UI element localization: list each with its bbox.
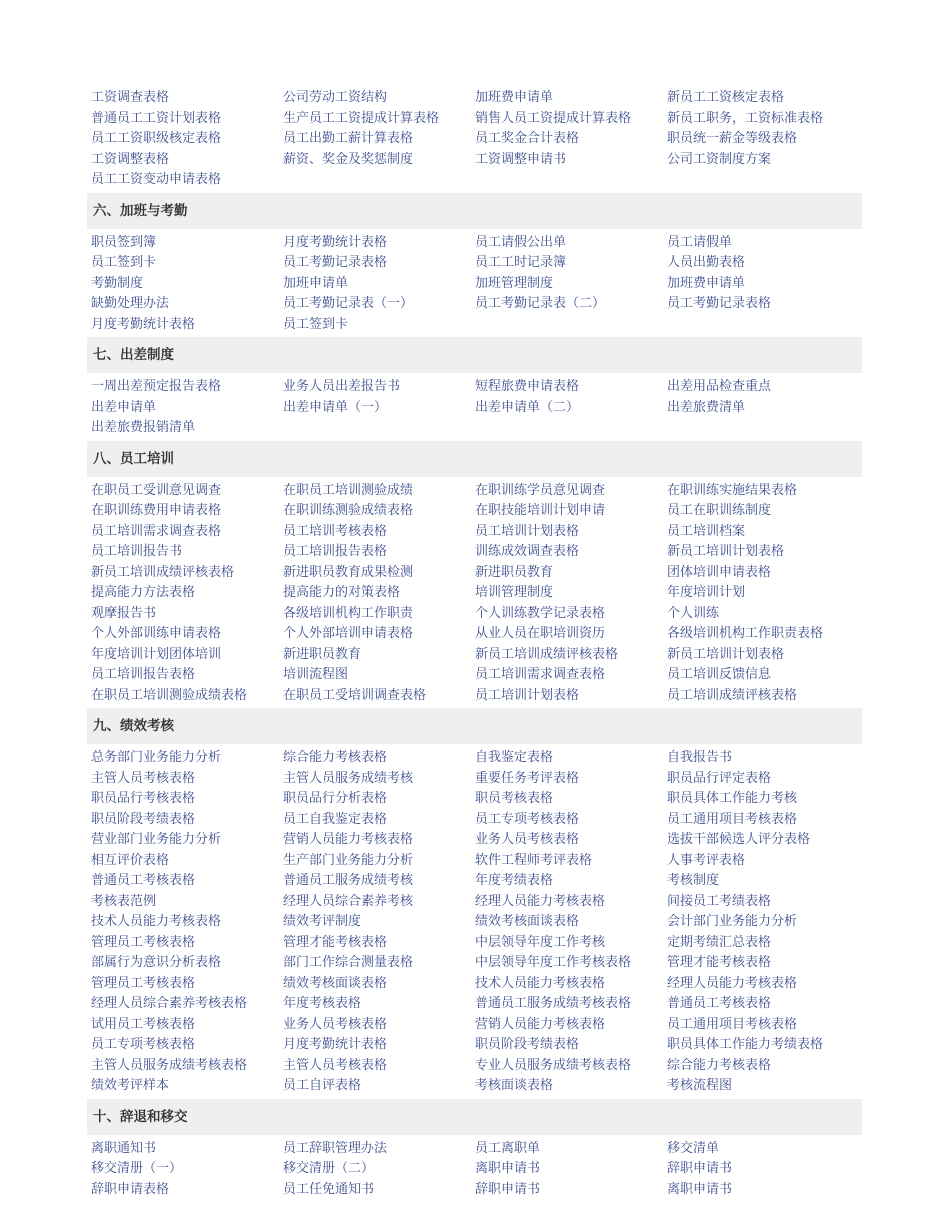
document-link[interactable]: 主管人员考核表格 xyxy=(283,1057,388,1073)
document-link[interactable]: 员工通用项目考核表格 xyxy=(667,1016,798,1032)
document-link[interactable]: 职员考核表格 xyxy=(475,791,554,806)
document-link[interactable]: 经理人员能力考核表格 xyxy=(475,893,606,909)
document-link[interactable]: 辞职申请书 xyxy=(475,1181,541,1197)
document-link[interactable]: 员工自我鉴定表格 xyxy=(283,811,388,827)
section-header: 八、员工培训 xyxy=(87,441,862,477)
document-link[interactable]: 提高能力的对策表格 xyxy=(283,585,401,600)
document-link[interactable]: 重要任务考评表格 xyxy=(475,770,580,786)
document-link[interactable]: 在职员工培训测验成绩 xyxy=(283,482,414,498)
document-link[interactable]: 员工培训档案 xyxy=(667,523,746,539)
document-link[interactable]: 新员工职务，工资标准表格 xyxy=(667,110,824,126)
document-link[interactable]: 出差申请单（二） xyxy=(475,399,580,415)
document-link[interactable]: 新员工培训计划表格 xyxy=(667,544,785,559)
document-link[interactable]: 新员工培训成绩评核表格 xyxy=(475,646,619,662)
section-header: 七、出差制度 xyxy=(87,337,862,373)
document-link[interactable]: 职员统一薪金等级表格 xyxy=(667,131,798,146)
document-link[interactable]: 新进职员教育 xyxy=(475,564,554,580)
document-link[interactable]: 年度考核表格 xyxy=(283,996,362,1011)
document-link[interactable]: 生产部门业务能力分析 xyxy=(283,852,414,868)
document-link[interactable]: 管理才能考核表格 xyxy=(667,955,772,970)
document-link[interactable]: 加班管理制度 xyxy=(475,275,554,291)
document-link[interactable]: 员工出勤工薪计算表格 xyxy=(283,131,414,146)
document-link[interactable]: 在职员工受训意见调查 xyxy=(91,482,222,498)
document-link[interactable]: 员工工时记录簿 xyxy=(475,255,567,270)
document-page xyxy=(87,88,862,1200)
document-link[interactable]: 技术人员能力考核表格 xyxy=(475,975,606,991)
document-link[interactable]: 移交清单 xyxy=(667,1140,720,1156)
document-link[interactable]: 职员阶段考绩表格 xyxy=(475,1037,580,1052)
document-link[interactable]: 员工培训报告表格 xyxy=(283,544,388,559)
document-link[interactable]: 在职员工培训测验成绩表格 xyxy=(91,687,248,703)
document-link[interactable]: 员工培训反馈信息 xyxy=(667,667,772,682)
document-link[interactable]: 职员签到簿 xyxy=(91,234,157,250)
document-link[interactable]: 在职训练实施结果表格 xyxy=(667,482,798,498)
section-header: 六、加班与考勤 xyxy=(87,193,862,229)
document-link[interactable]: 间接员工考绩表格 xyxy=(667,893,772,909)
document-link[interactable]: 综合能力考核表格 xyxy=(283,750,388,765)
document-link[interactable]: 月度考勤统计表格 xyxy=(283,234,388,250)
document-link[interactable]: 员工通用项目考核表格 xyxy=(667,811,798,827)
document-link[interactable]: 管理才能考核表格 xyxy=(283,934,388,950)
document-link[interactable]: 软件工程师考评表格 xyxy=(475,852,593,868)
document-link[interactable]: 经理人员综合素养考核表格 xyxy=(91,996,248,1011)
document-link[interactable]: 考核制度 xyxy=(667,873,720,888)
document-link[interactable]: 月度考勤统计表格 xyxy=(283,1037,388,1052)
document-link[interactable]: 员工培训报告表格 xyxy=(91,667,196,682)
document-link[interactable]: 员工任免通知书 xyxy=(283,1181,375,1197)
document-link[interactable]: 员工培训考核表格 xyxy=(283,523,388,539)
document-link[interactable]: 出差旅费报销清单 xyxy=(91,420,196,435)
document-link[interactable]: 考核流程图 xyxy=(667,1078,733,1093)
document-link[interactable]: 从业人员在职培训资历 xyxy=(475,626,606,641)
document-link[interactable]: 普通员工考核表格 xyxy=(667,996,772,1011)
document-link[interactable]: 各级培训机构工作职责表格 xyxy=(667,626,824,641)
document-link[interactable]: 绩效考评样本 xyxy=(91,1078,170,1093)
document-link[interactable]: 考勤制度 xyxy=(91,275,144,291)
document-link[interactable]: 营销人员能力考核表格 xyxy=(283,832,414,847)
document-link[interactable]: 出差申请单（一） xyxy=(283,399,388,415)
document-link[interactable]: 出差申请单 xyxy=(91,399,157,415)
document-link[interactable]: 相互评价表格 xyxy=(91,852,170,868)
document-link[interactable]: 在职训练测验成绩表格 xyxy=(283,503,414,518)
section-link-grid xyxy=(87,481,862,707)
document-link[interactable]: 各级培训机构工作职责 xyxy=(283,605,414,621)
document-link[interactable]: 员工签到卡 xyxy=(283,316,349,332)
document-link[interactable]: 技术人员能力考核表格 xyxy=(91,914,222,929)
document-link[interactable]: 年度培训计划团体培训 xyxy=(91,646,222,662)
section-link-grid xyxy=(87,377,862,439)
document-link[interactable]: 员工奖金合计表格 xyxy=(475,131,580,146)
document-link[interactable]: 业务人员出差报告书 xyxy=(283,379,401,394)
document-link[interactable]: 绩效考评制度 xyxy=(283,914,362,929)
intro-link-grid xyxy=(87,88,862,191)
section-link-grid xyxy=(87,1139,862,1201)
document-link[interactable]: 考核表范例 xyxy=(91,893,157,909)
document-link[interactable]: 经理人员综合素养考核 xyxy=(283,893,414,909)
document-link[interactable]: 加班费申请单 xyxy=(475,90,554,105)
document-link[interactable]: 业务人员考核表格 xyxy=(475,832,580,847)
document-link[interactable]: 提高能力方法表格 xyxy=(91,585,196,600)
document-link[interactable]: 职员品行评定表格 xyxy=(667,770,772,786)
document-link[interactable]: 新员工工资核定表格 xyxy=(667,90,785,105)
document-link[interactable]: 绩效考核面谈表格 xyxy=(475,914,580,929)
document-link[interactable]: 自我鉴定表格 xyxy=(475,750,554,765)
document-link[interactable]: 员工离职单 xyxy=(475,1140,541,1156)
document-link[interactable]: 员工考勤记录表（一） xyxy=(283,296,414,311)
document-link[interactable]: 主管人员服务成绩考核表格 xyxy=(91,1057,248,1073)
document-link[interactable]: 薪资、奖金及奖惩制度 xyxy=(283,151,414,167)
document-link[interactable]: 员工辞职管理办法 xyxy=(283,1140,388,1156)
document-link[interactable]: 在职员工受培训调查表格 xyxy=(283,687,427,703)
document-link[interactable]: 管理员工考核表格 xyxy=(91,975,196,991)
document-link[interactable]: 移交清册（一） xyxy=(91,1161,183,1176)
document-link[interactable]: 新进职员教育 xyxy=(283,646,362,662)
document-link[interactable]: 中层领导年度工作考核表格 xyxy=(475,955,632,970)
document-link[interactable]: 员工培训报告书 xyxy=(91,544,183,559)
document-link[interactable]: 离职通知书 xyxy=(91,1140,157,1156)
document-link[interactable]: 员工专项考核表格 xyxy=(91,1037,196,1052)
document-link[interactable]: 在职训练费用申请表格 xyxy=(91,503,222,518)
document-link[interactable]: 试用员工考核表格 xyxy=(91,1016,196,1032)
document-link[interactable]: 训练成效调查表格 xyxy=(475,544,580,559)
document-link[interactable]: 工资调整表格 xyxy=(91,151,170,167)
document-link[interactable]: 辞职申请书 xyxy=(667,1161,733,1176)
document-link[interactable]: 业务人员考核表格 xyxy=(283,1016,388,1032)
document-link[interactable]: 新员工培训成绩评核表格 xyxy=(91,564,235,580)
document-link[interactable]: 普通员工服务成绩考核 xyxy=(283,873,414,888)
document-link[interactable]: 自我报告书 xyxy=(667,750,733,765)
document-link[interactable]: 年度考绩表格 xyxy=(475,873,554,888)
document-link[interactable]: 员工培训计划表格 xyxy=(475,687,580,703)
section-link-grid xyxy=(87,748,862,1097)
document-link[interactable]: 短程旅费申请表格 xyxy=(475,379,580,394)
document-link[interactable]: 会计部门业务能力分析 xyxy=(667,914,798,929)
document-link[interactable]: 新员工培训计划表格 xyxy=(667,646,785,662)
section-link-grid xyxy=(87,233,862,336)
document-link[interactable]: 员工请假公出单 xyxy=(475,234,567,250)
document-link[interactable]: 部门工作综合测量表格 xyxy=(283,955,414,970)
document-link[interactable]: 加班申请单 xyxy=(283,275,349,291)
document-link[interactable]: 离职申请书 xyxy=(667,1181,733,1197)
document-link[interactable]: 绩效考核面谈表格 xyxy=(283,975,388,991)
document-link[interactable]: 员工自评表格 xyxy=(283,1078,362,1093)
document-link[interactable]: 工资调查表格 xyxy=(91,90,170,105)
document-link[interactable]: 公司劳动工资结构 xyxy=(283,90,388,105)
document-link[interactable]: 员工考勤记录表格 xyxy=(283,255,388,270)
document-link[interactable]: 员工培训成绩评核表格 xyxy=(667,687,798,703)
document-link[interactable]: 选拔干部候选人评分表格 xyxy=(667,832,811,847)
document-link[interactable]: 人事考评表格 xyxy=(667,852,746,868)
document-link[interactable]: 年度培训计划 xyxy=(667,585,746,600)
document-link[interactable]: 员工培训需求调查表格 xyxy=(91,523,222,539)
document-link[interactable]: 总务部门业务能力分析 xyxy=(91,750,222,765)
document-link[interactable]: 在职训练学员意见调查 xyxy=(475,482,606,498)
document-link[interactable]: 员工专项考核表格 xyxy=(475,811,580,827)
document-link[interactable]: 一周出差预定报告表格 xyxy=(91,379,222,394)
document-link[interactable]: 离职申请书 xyxy=(475,1161,541,1176)
document-link[interactable]: 在职技能培训计划申请 xyxy=(475,503,606,518)
document-link[interactable]: 员工请假单 xyxy=(667,234,733,250)
section-header: 十、辞退和移交 xyxy=(87,1099,862,1135)
document-link[interactable]: 观摩报告书 xyxy=(91,605,157,621)
document-link[interactable]: 专业人员服务成绩考核表格 xyxy=(475,1057,632,1073)
document-link[interactable]: 职员阶段考绩表格 xyxy=(91,811,196,827)
document-link[interactable]: 职员品行分析表格 xyxy=(283,791,388,806)
document-link[interactable]: 职员具体工作能力考绩表格 xyxy=(667,1037,824,1052)
document-link[interactable]: 缺勤处理办法 xyxy=(91,296,170,311)
document-link[interactable]: 个人外部训练申请表格 xyxy=(91,626,222,641)
document-link[interactable]: 个人外部培训申请表格 xyxy=(283,626,414,641)
document-link[interactable]: 工资调整申请书 xyxy=(475,151,567,167)
document-link[interactable]: 部属行为意识分析表格 xyxy=(91,955,222,970)
document-link[interactable]: 公司工资制度方案 xyxy=(667,151,772,167)
document-link[interactable]: 管理员工考核表格 xyxy=(91,934,196,950)
document-link[interactable]: 员工在职训练制度 xyxy=(667,503,772,518)
document-link[interactable]: 生产员工工资提成计算表格 xyxy=(283,110,440,126)
document-link[interactable]: 员工考勤记录表（二） xyxy=(475,296,606,311)
document-link[interactable]: 出差用品检查重点 xyxy=(667,379,772,394)
document-link[interactable]: 培训管理制度 xyxy=(475,585,554,600)
document-link[interactable]: 考核面谈表格 xyxy=(475,1078,554,1093)
document-link[interactable]: 营业部门业务能力分析 xyxy=(91,832,222,847)
document-link[interactable]: 员工培训需求调查表格 xyxy=(475,667,606,682)
document-link[interactable]: 员工工资职级核定表格 xyxy=(91,131,222,146)
document-link[interactable]: 辞职申请表格 xyxy=(91,1181,170,1197)
document-link[interactable]: 经理人员能力考核表格 xyxy=(667,975,798,991)
document-link[interactable]: 加班费申请单 xyxy=(667,275,746,291)
document-link[interactable]: 新进职员教育成果检测 xyxy=(283,564,414,580)
document-link[interactable]: 销售人员工资提成计算表格 xyxy=(475,110,632,126)
document-link[interactable]: 普通员工服务成绩考核表格 xyxy=(475,996,632,1011)
section-header: 九、绩效考核 xyxy=(87,708,862,744)
document-link[interactable]: 职员品行考核表格 xyxy=(91,791,196,806)
document-link[interactable]: 个人训练 xyxy=(667,605,720,621)
document-link[interactable]: 主管人员考核表格 xyxy=(91,770,196,786)
document-link[interactable]: 普通员工考核表格 xyxy=(91,873,196,888)
document-link[interactable]: 定期考绩汇总表格 xyxy=(667,934,772,950)
document-link[interactable]: 综合能力考核表格 xyxy=(667,1057,772,1073)
document-link[interactable]: 个人训练教学记录表格 xyxy=(475,605,606,621)
document-link[interactable]: 普通员工工资计划表格 xyxy=(91,110,222,126)
document-link[interactable]: 月度考勤统计表格 xyxy=(91,316,196,332)
document-link[interactable]: 移交清册（二） xyxy=(283,1161,375,1176)
document-link[interactable]: 中层领导年度工作考核 xyxy=(475,934,606,950)
document-link[interactable]: 营销人员能力考核表格 xyxy=(475,1016,606,1032)
document-link[interactable]: 主管人员服务成绩考核 xyxy=(283,770,414,786)
document-link[interactable]: 培训流程图 xyxy=(283,667,349,682)
document-link[interactable]: 团体培训申请表格 xyxy=(667,564,772,580)
document-link[interactable]: 出差旅费清单 xyxy=(667,399,746,415)
document-link[interactable]: 员工考勤记录表格 xyxy=(667,296,772,311)
document-link[interactable]: 职员具体工作能力考核 xyxy=(667,791,798,806)
document-link[interactable]: 员工工资变动申请表格 xyxy=(91,172,222,187)
document-link[interactable]: 员工培训计划表格 xyxy=(475,523,580,539)
document-link[interactable]: 人员出勤表格 xyxy=(667,255,746,270)
document-link[interactable]: 员工签到卡 xyxy=(91,255,157,270)
